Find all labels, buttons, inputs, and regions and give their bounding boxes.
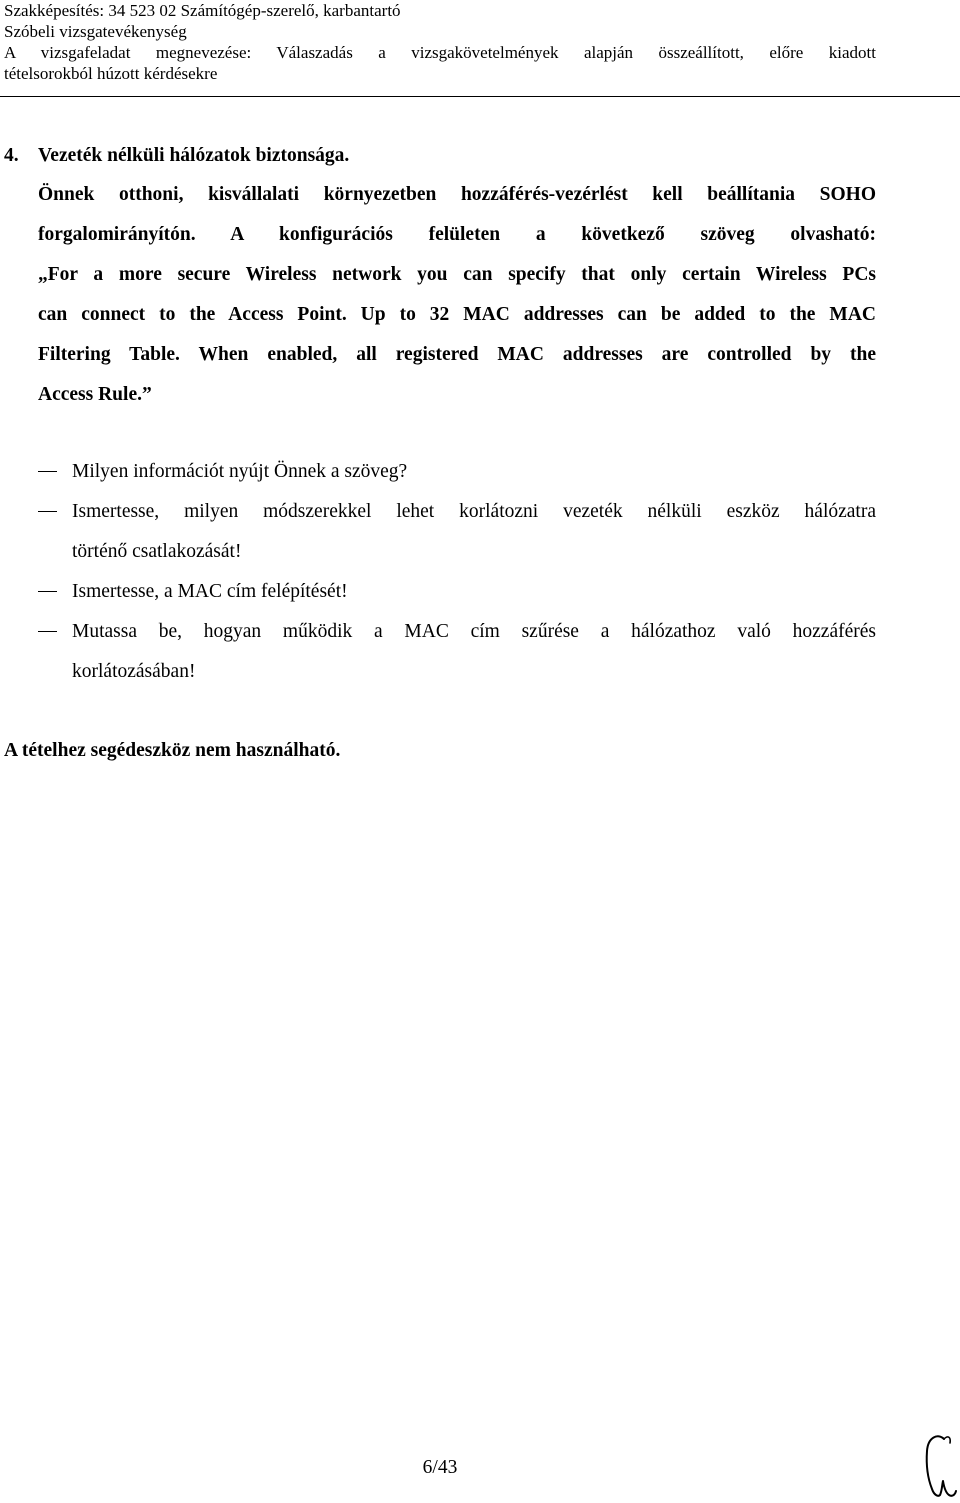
question-text: Mutassa be, hogyan működik a MAC cím szűrése a hálózathoz való hozzáférés (72, 621, 876, 642)
question-list (38, 452, 876, 692)
question-text: történő csatlakozását! (72, 541, 242, 562)
scenario-line: Önnek otthoni, kisvállalati környezetben hozzáférés-vezérlést kell beállítania SOHO (38, 184, 876, 205)
exam-item-number: 4. (4, 145, 19, 166)
question-text: Ismertesse, milyen módszerekkel lehet korlátozni vezeték nélküli eszköz hálózatra (72, 501, 876, 522)
header-exam-activity: Szóbeli vizsgatevékenység (4, 22, 187, 41)
dash-bullet-icon (38, 631, 57, 632)
scenario-quote-line: „For a more secure Wireless network you can specify that only certain Wireless PCs (38, 264, 876, 285)
dash-bullet-icon (38, 591, 57, 592)
header-qualification: Szakképesítés: 34 523 02 Számítógép-szerelő, karbantartó (4, 1, 401, 20)
dash-bullet-icon (38, 471, 57, 472)
question-item (38, 492, 876, 572)
dash-bullet-icon (38, 511, 57, 512)
scenario-quote-line: can connect to the Access Point. Up to 32 MAC addresses can be added to the MAC (38, 304, 876, 325)
signature-mark-icon (918, 1425, 958, 1501)
question-text: korlátozásában! (72, 661, 196, 682)
scenario-quote-line: Access Rule.” (38, 384, 152, 405)
page-header (4, 0, 876, 84)
exam-item-heading (4, 137, 876, 175)
exam-item (4, 137, 876, 415)
question-item (38, 612, 876, 692)
question-text: Ismertesse, a MAC cím felépítését! (72, 581, 348, 602)
tools-note: A tételhez segédeszköz nem használható. (4, 740, 341, 761)
header-task-name: A vizsgafeladat megnevezése: Válaszadás a vizsgakövetelmények alapján összeállított, előre kiadott (4, 43, 876, 62)
scenario-quote-line: Filtering Table. When enabled, all registered MAC addresses are controlled by the (38, 344, 876, 365)
header-task-name-continued: tételsorokból húzott kérdésekre (4, 64, 218, 83)
question-text: Milyen információt nyújt Önnek a szöveg? (72, 461, 408, 482)
exam-item-scenario (38, 175, 876, 415)
page-number: 6/43 (422, 1457, 458, 1478)
exam-item-title: Vezeték nélküli hálózatok biztonsága. (38, 145, 350, 166)
header-divider (0, 96, 960, 97)
scenario-line: forgalomirányítón. A konfigurációs felületen a következő szöveg olvasható: (38, 224, 876, 245)
question-item (38, 572, 876, 612)
question-item (38, 452, 876, 492)
